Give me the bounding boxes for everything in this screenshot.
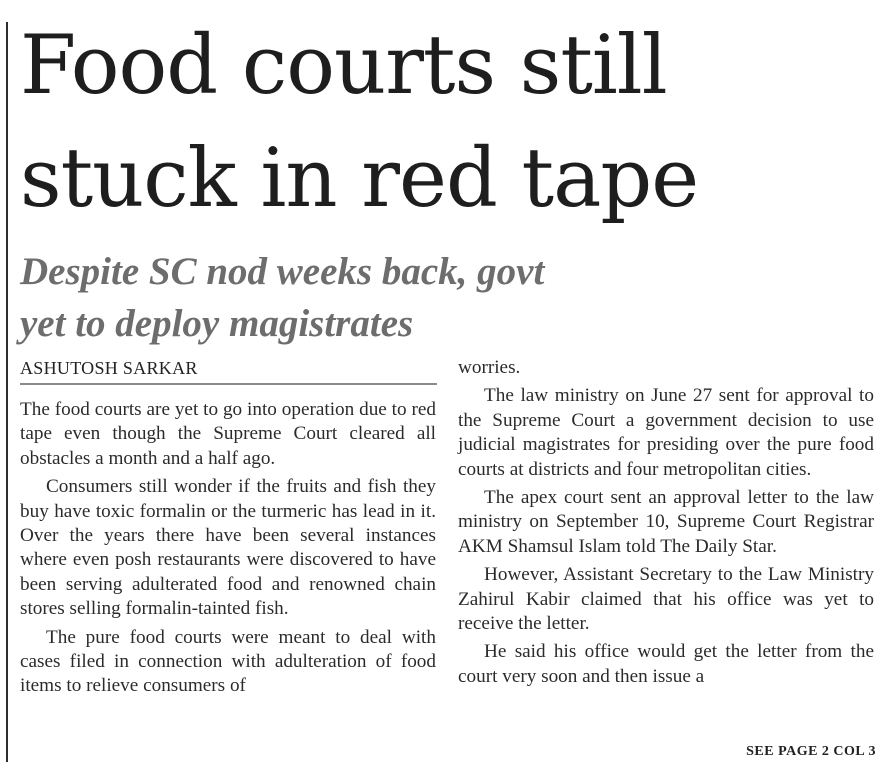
paragraph: The law ministry on June 27 sent for approval to the Supreme Court a government decision to use judicial magistrates for presiding over the pure food courts at districts and four metropolitan cities. bbox=[458, 385, 874, 480]
byline: ASHUTOSH SARKAR bbox=[20, 358, 198, 378]
paragraph: He said his office would get the letter from the court very soon and then issue a bbox=[458, 641, 874, 687]
body-column-one bbox=[20, 398, 436, 703]
byline-rule bbox=[20, 383, 437, 385]
headline: Food courts still stuck in red tape bbox=[20, 19, 699, 226]
paragraph: However, Assistant Secretary to the Law Ministry Zahirul Kabir claimed that his office was yet to receive the letter. bbox=[458, 564, 874, 635]
subheadline: Despite SC nod weeks back, govt yet to deploy magistrates bbox=[20, 250, 545, 345]
body-column-two bbox=[458, 356, 874, 693]
continued-on-page-label: SEE PAGE 2 COL 3 bbox=[746, 744, 876, 759]
paragraph-continuation: worries. bbox=[458, 357, 521, 378]
paragraph: The apex court sent an approval letter to the law ministry on September 10, Supreme Court Registrar AKM Shamsul Islam told The Daily Star. bbox=[458, 487, 874, 557]
paragraph: Consumers still wonder if the fruits and fish they buy have toxic formalin or the turmeric has lead in it. Over the years there have been several instances where even posh restaurants were discovered to have been serving adulterated food and renowned chain stores selling formalin-tainted fish. bbox=[20, 476, 436, 620]
paragraph: The food courts are yet to go into operation due to red tape even though the Supreme Court cleared all obstacles a month and a half ago. bbox=[20, 399, 436, 469]
paragraph: The pure food courts were meant to deal with cases filed in connection with adulteration of food items to relieve consumers of bbox=[20, 626, 436, 697]
left-column-rule bbox=[6, 22, 8, 762]
